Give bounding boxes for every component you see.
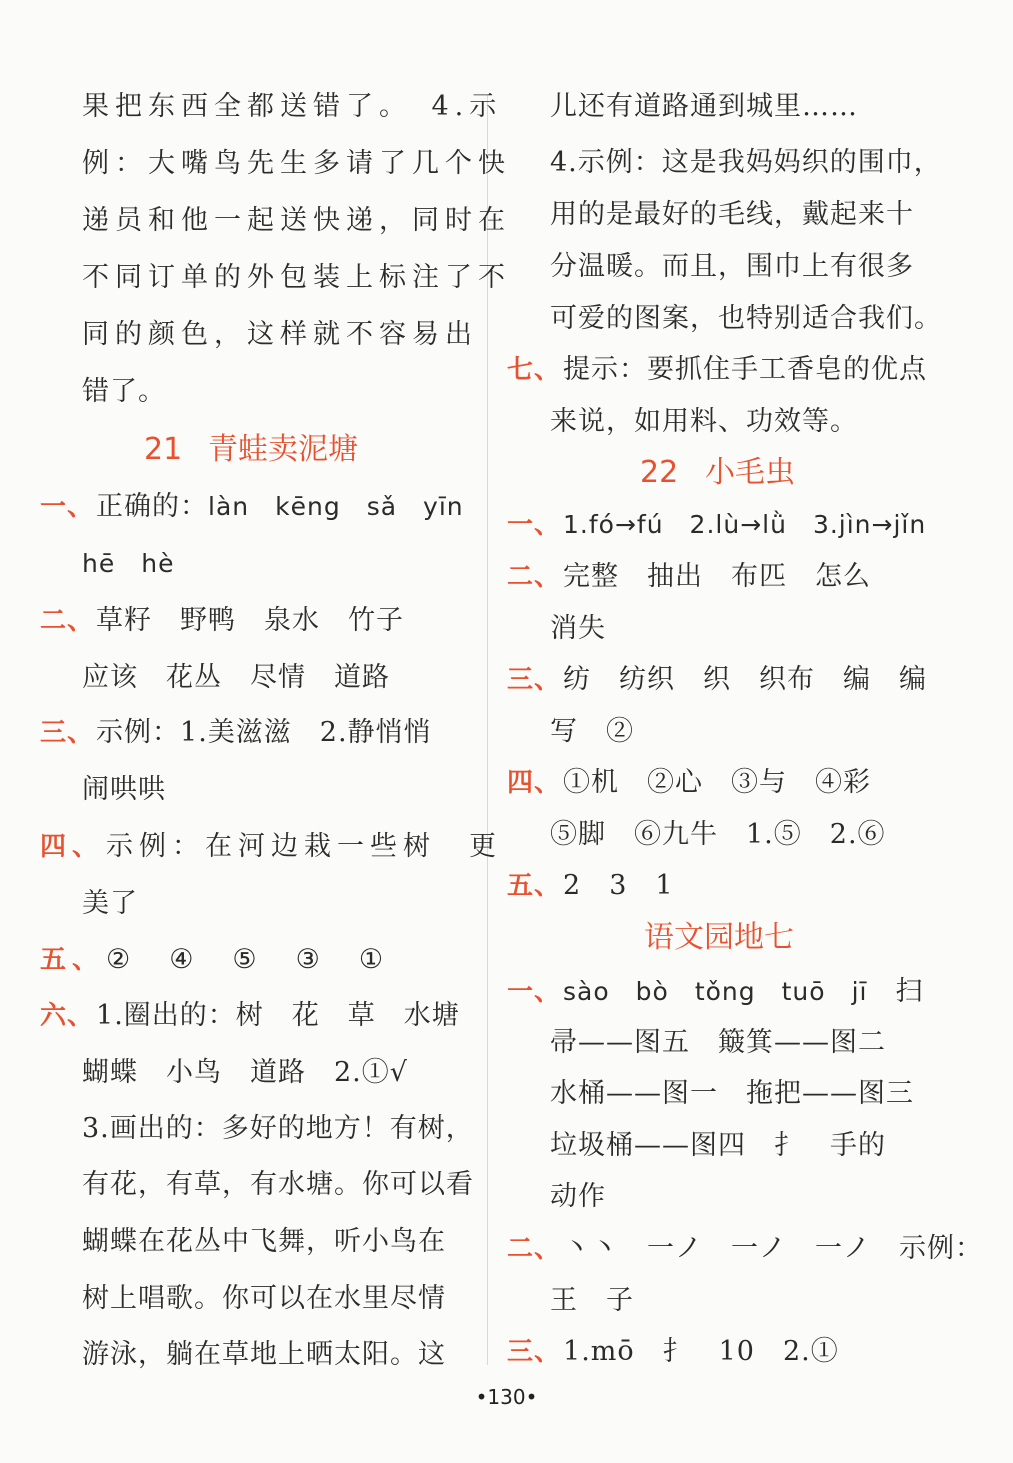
question-marker: 二、 [40, 606, 95, 636]
section-title: 语文园地七 [644, 920, 794, 955]
question-4: 四、①机 ②心 ③与 ④彩 [507, 767, 872, 798]
text-line: 蝴蝶 小鸟 道路 2.①√ [82, 1057, 408, 1088]
question-marker: 一、 [40, 492, 95, 522]
question-7: 七、提示：要抓住手工香皂的优点 [507, 354, 928, 385]
question-1: 一、1.fó→fú 2.lù→lǜ 3.jìn→jǐn [507, 510, 927, 540]
question-1: 一、sào bò tǒng tuō jī 扫 [507, 976, 924, 1007]
text-line: 同的颜色，这样就不容易出 [82, 319, 478, 350]
lesson-number: 21 [144, 432, 183, 467]
text-line: 3.画出的：多好的地方！有树， [82, 1113, 474, 1144]
question-1: 一、正确的：làn kēng sǎ yīn [40, 491, 464, 522]
question-2: 二、丶丶 一ノ 一ノ 一ノ 示例： [507, 1233, 984, 1264]
question-2: 二、完整 抽出 布匹 怎么 [507, 561, 872, 592]
text-line: 闹哄哄 [82, 774, 166, 805]
question-3: 三、纺 纺织 织 织布 编 编 [507, 664, 928, 695]
question-marker: 三、 [507, 665, 562, 695]
question-5: 五、2 3 1 [507, 870, 674, 901]
lesson-number: 22 [640, 455, 679, 490]
question-4: 四、示例：在河边栽一些树 更 [40, 831, 503, 862]
text-line: 分温暖。而且，围巾上有很多 [550, 251, 914, 282]
question-marker: 四、 [40, 832, 105, 862]
text-line: 递员和他一起送快递，同时在 [82, 205, 511, 236]
text-line: 美了 [82, 888, 138, 919]
text-line: 游泳，躺在草地上晒太阳。这 [82, 1339, 446, 1370]
text-line: 可爱的图案，也特别适合我们。 [550, 303, 942, 334]
pinyin-answers: hē hè [82, 549, 175, 578]
question-marker: 二、 [507, 1234, 562, 1264]
question-marker: 一、 [507, 977, 562, 1007]
text-line: ⑤脚 ⑥九牛 1.⑤ 2.⑥ [550, 819, 886, 850]
question-marker: 二、 [507, 562, 562, 592]
text-line: 有花，有草，有水塘。你可以看 [82, 1169, 474, 1200]
text-line: 果把东西全都送错了。 4.示 [82, 91, 503, 122]
question-5: 五、② ④ ⑤ ③ ① [40, 944, 390, 975]
text-line: 写 ② [550, 716, 634, 747]
pinyin-answers: làn kēng sǎ yīn [208, 492, 464, 521]
text-line: 错了。 [82, 376, 166, 407]
text-line: 水桶——图一 拖把——图三 [550, 1078, 914, 1109]
text-line: 帚——图五 簸箕——图二 [550, 1027, 886, 1058]
lesson-title: 小毛虫 [705, 455, 795, 490]
question-2: 二、草籽 野鸭 泉水 竹子 [40, 605, 405, 636]
text-line: 不同订单的外包装上标注了不 [82, 262, 511, 293]
text-line: 儿还有道路通到城里…… [550, 91, 858, 122]
text-line: 动作 [550, 1181, 606, 1212]
question-marker: 七、 [507, 355, 562, 385]
text-line: 应该 花丛 尽情 道路 [82, 662, 390, 693]
text-line: 例：大嘴鸟先生多请了几个快 [82, 148, 511, 179]
text-line: 4.示例：这是我妈妈织的围巾， [550, 147, 942, 178]
text-line: 树上唱歌。你可以在水里尽情 [82, 1283, 446, 1314]
lesson-title: 青蛙卖泥塘 [208, 432, 358, 467]
text-line: 蝴蝶在花丛中飞舞，听小鸟在 [82, 1226, 446, 1257]
text-line: 王 子 [550, 1285, 634, 1316]
question-marker: 一、 [507, 510, 562, 540]
question-3: 三、1.mō 扌 10 2.① [507, 1336, 839, 1367]
question-marker: 五、 [40, 945, 105, 975]
text-line: 垃圾桶——图四 扌 手的 [550, 1130, 886, 1161]
page-number: •130• [475, 1385, 538, 1409]
question-marker: 五、 [507, 871, 562, 901]
text-line: 消失 [550, 613, 606, 644]
text-line: 来说，如用料、功效等。 [550, 406, 858, 437]
question-6: 六、1.圈出的：树 花 草 水塘 [40, 1000, 460, 1031]
question-marker: 三、 [40, 718, 95, 748]
question-marker: 六、 [40, 1001, 95, 1031]
question-3: 三、示例：1.美滋滋 2.静悄悄 [40, 717, 432, 748]
text-line: 用的是最好的毛线，戴起来十 [550, 199, 914, 230]
question-marker: 三、 [507, 1337, 562, 1367]
question-marker: 四、 [507, 768, 562, 798]
